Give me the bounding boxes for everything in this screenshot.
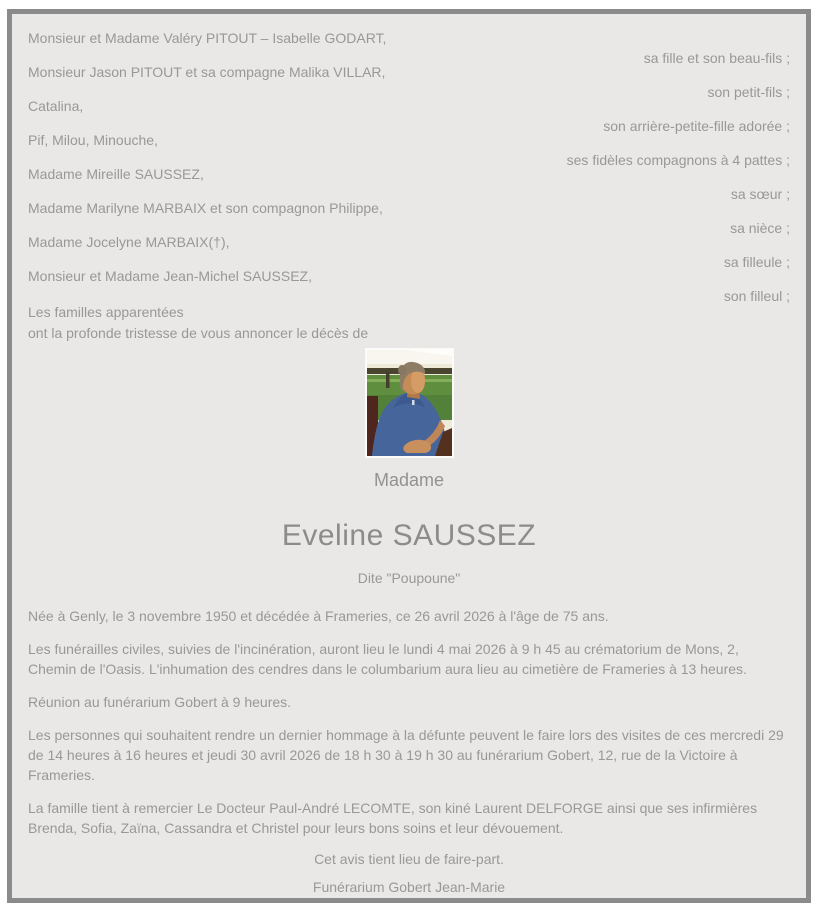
family-names-line: Madame Mireille SAUSSEZ, [28, 166, 204, 182]
portrait-illustration [367, 350, 452, 456]
relation-line: sa filleule ; [723, 254, 790, 270]
announcement-content [12, 14, 806, 898]
family-section [28, 30, 790, 302]
paragraph-visits: Les personnes qui souhaitent rendre un dernier hommage à la défunte peuvent le faire lors des visites de ces mercredi 29 de 14 heures à 16 heures et jeudi 30 avril 2026 de 18 h 30 à 19 h 30 au funérarium Gobert, 12, rue de la Victoire à Frameries. [28, 727, 784, 783]
announcement-body [28, 606, 790, 838]
deceased-title: Madame [373, 470, 445, 490]
relation-line: son arrière-petite-fille adorée ; [603, 118, 790, 134]
relation-line: sa fille et son beau-fils ; [643, 50, 790, 66]
family-names-line: Monsieur et Madame Jean-Michel SAUSSEZ, [28, 268, 312, 284]
paragraph-reunion: Réunion au funérarium Gobert à 9 heures. [28, 694, 292, 710]
family-relations-column [567, 50, 790, 322]
announcement-card [7, 9, 811, 903]
intro-line-1: Les familles apparentées [28, 304, 184, 320]
relation-line: son filleul ; [723, 288, 790, 304]
deceased-photo [365, 348, 454, 458]
relation-line: ses fidèles compagnons à 4 pattes ; [566, 152, 790, 168]
relation-line: son petit-fils ; [707, 84, 790, 100]
family-names-line: Catalina, [28, 98, 84, 114]
paragraph-thanks: La famille tient à remercier Le Docteur Paul-André LECOMTE, son kiné Laurent DELFORGE ainsi que ses infirmières Brenda, Sofia, Zaïna, Cassandra et Christel pour leurs bons soins et leur dévouement. [28, 800, 758, 836]
deceased-nickname: Dite "Poupoune" [357, 570, 461, 586]
relation-line: sa sœur ; [730, 186, 790, 202]
footer-notice: Cet avis tient lieu de faire-part. [314, 851, 504, 867]
paragraph-funeral: Les funérailles civiles, suivies de l'incinération, auront lieu le lundi 4 mai 2026 à 9 h 45 au crématorium de Mons, 2, Chemin de l'Oasis. L'inhumation des cendres dans le columbarium aura lieu au cimetière de Frameries à 13 heures. [28, 641, 747, 677]
family-names-line: Pif, Milou, Minouche, [28, 132, 158, 148]
family-names-line: Monsieur Jason PITOUT et sa compagne Malika VILLAR, [28, 64, 386, 80]
family-names-line: Monsieur et Madame Valéry PITOUT – Isabelle GODART, [28, 30, 387, 46]
family-names-line: Madame Marilyne MARBAIX et son compagnon Philippe, [28, 200, 383, 216]
relation-line: sa nièce ; [730, 220, 790, 236]
footer-signature: Funérarium Gobert Jean-Marie [312, 879, 506, 895]
family-names-line: Madame Jocelyne MARBAIX(†), [28, 234, 230, 250]
intro-line-2: ont la profonde tristesse de vous annoncer le décès de [28, 325, 369, 341]
paragraph-birth-death: Née à Genly, le 3 novembre 1950 et décédée à Frameries, ce 26 avril 2026 à l'âge de 75 ans. [28, 608, 609, 624]
deceased-name: Eveline SAUSSEZ [281, 519, 537, 552]
